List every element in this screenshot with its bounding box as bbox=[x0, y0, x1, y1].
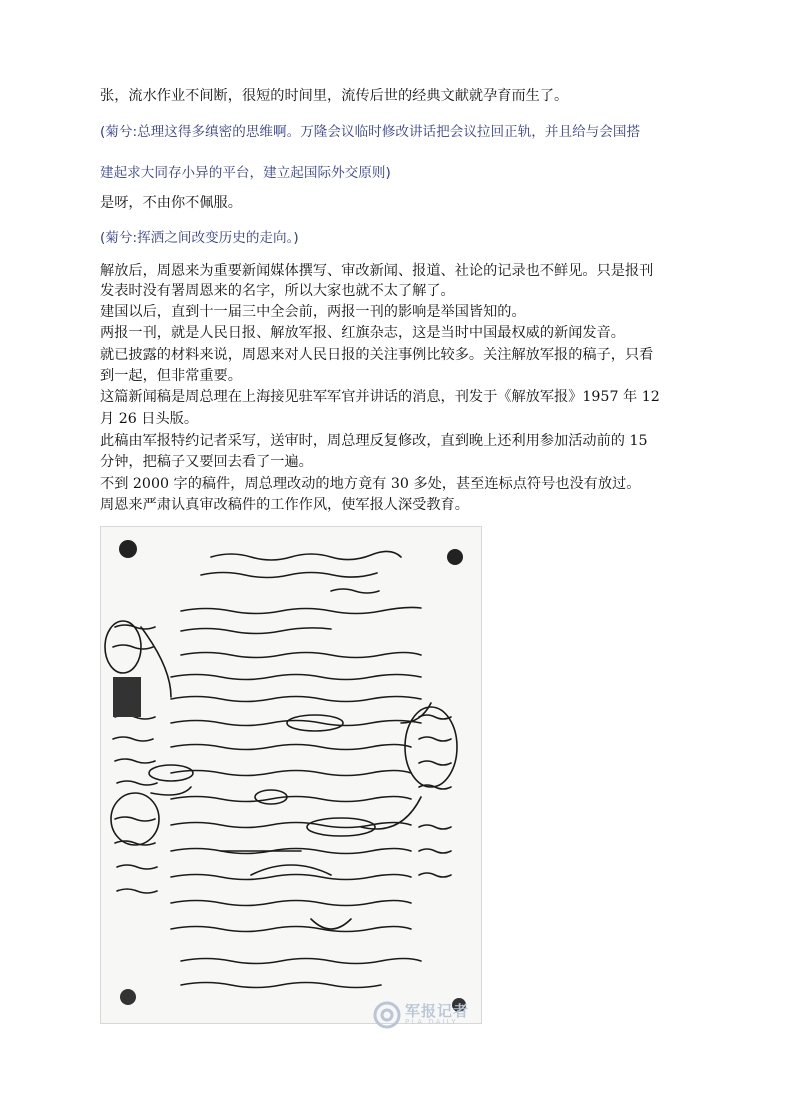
comment-1a: (菊兮:总理这得多缜密的思维啊。万隆会议临时修改讲话把会议拉回正轨，并且给与会国搭 bbox=[100, 124, 641, 140]
paragraph-5a: 解放后，周恩来为重要新闻媒体撰写、审改新闻、报道、社论的记录也不鲜见。只是报刊 bbox=[100, 263, 654, 279]
paragraph-3: 是呀，不由你不佩服。 bbox=[100, 195, 242, 211]
at-logo-icon bbox=[372, 1000, 402, 1030]
manuscript-photo bbox=[100, 526, 482, 1024]
paragraph-0: 张，流水作业不间断，很短的时间里，流传后世的经典文献就孕育而生了。 bbox=[100, 88, 569, 104]
paragraph-5b: 发表时没有署周恩来的名字，所以大家也就不太了解了。 bbox=[100, 283, 455, 299]
paragraph-10b: 分钟，把稿子又要回去看了一遍。 bbox=[100, 454, 313, 470]
paragraph-9b: 月 26 日头版。 bbox=[100, 411, 199, 427]
paragraph-11: 不到 2000 字的稿件，周总理改动的地方竟有 30 多处，甚至连标点符号也没有放过。 bbox=[100, 476, 641, 492]
paragraph-8a: 就已披露的材料来说，周恩来对人民日报的关注事例比较多。关注解放军报的稿子，只看 bbox=[100, 347, 654, 363]
watermark-sub-text: PLA DAILY bbox=[405, 1018, 458, 1026]
pla-daily-watermark bbox=[372, 1000, 484, 1030]
paragraph-8b: 到一起，但非常重要。 bbox=[100, 368, 242, 384]
paragraph-10a: 此稿由军报特约记者采写，送审时，周总理反复修改，直到晚上还利用参加活动前的 15 bbox=[100, 433, 648, 449]
comment-2: (菊兮:挥洒之间改变历史的走向。) bbox=[100, 230, 299, 246]
paragraph-9a: 这篇新闻稿是周总理在上海接见驻军军官并讲话的消息，刊发于《解放军报》1957 年 12 bbox=[100, 389, 660, 405]
manuscript-scribbles bbox=[101, 527, 481, 1023]
paragraph-7: 两报一刊，就是人民日报、解放军报、红旗杂志，这是当时中国最权威的新闻发音。 bbox=[100, 325, 625, 341]
paragraph-6: 建国以后，直到十一届三中全会前，两报一刊的影响是举国皆知的。 bbox=[100, 304, 526, 320]
paragraph-12: 周恩来严肃认真审改稿件的工作作风，使军报人深受教育。 bbox=[100, 497, 469, 513]
comment-1b: 建起求大同存小异的平台，建立起国际外交原则) bbox=[100, 165, 391, 181]
watermark-logo-text: 军报记者 bbox=[405, 1002, 470, 1020]
